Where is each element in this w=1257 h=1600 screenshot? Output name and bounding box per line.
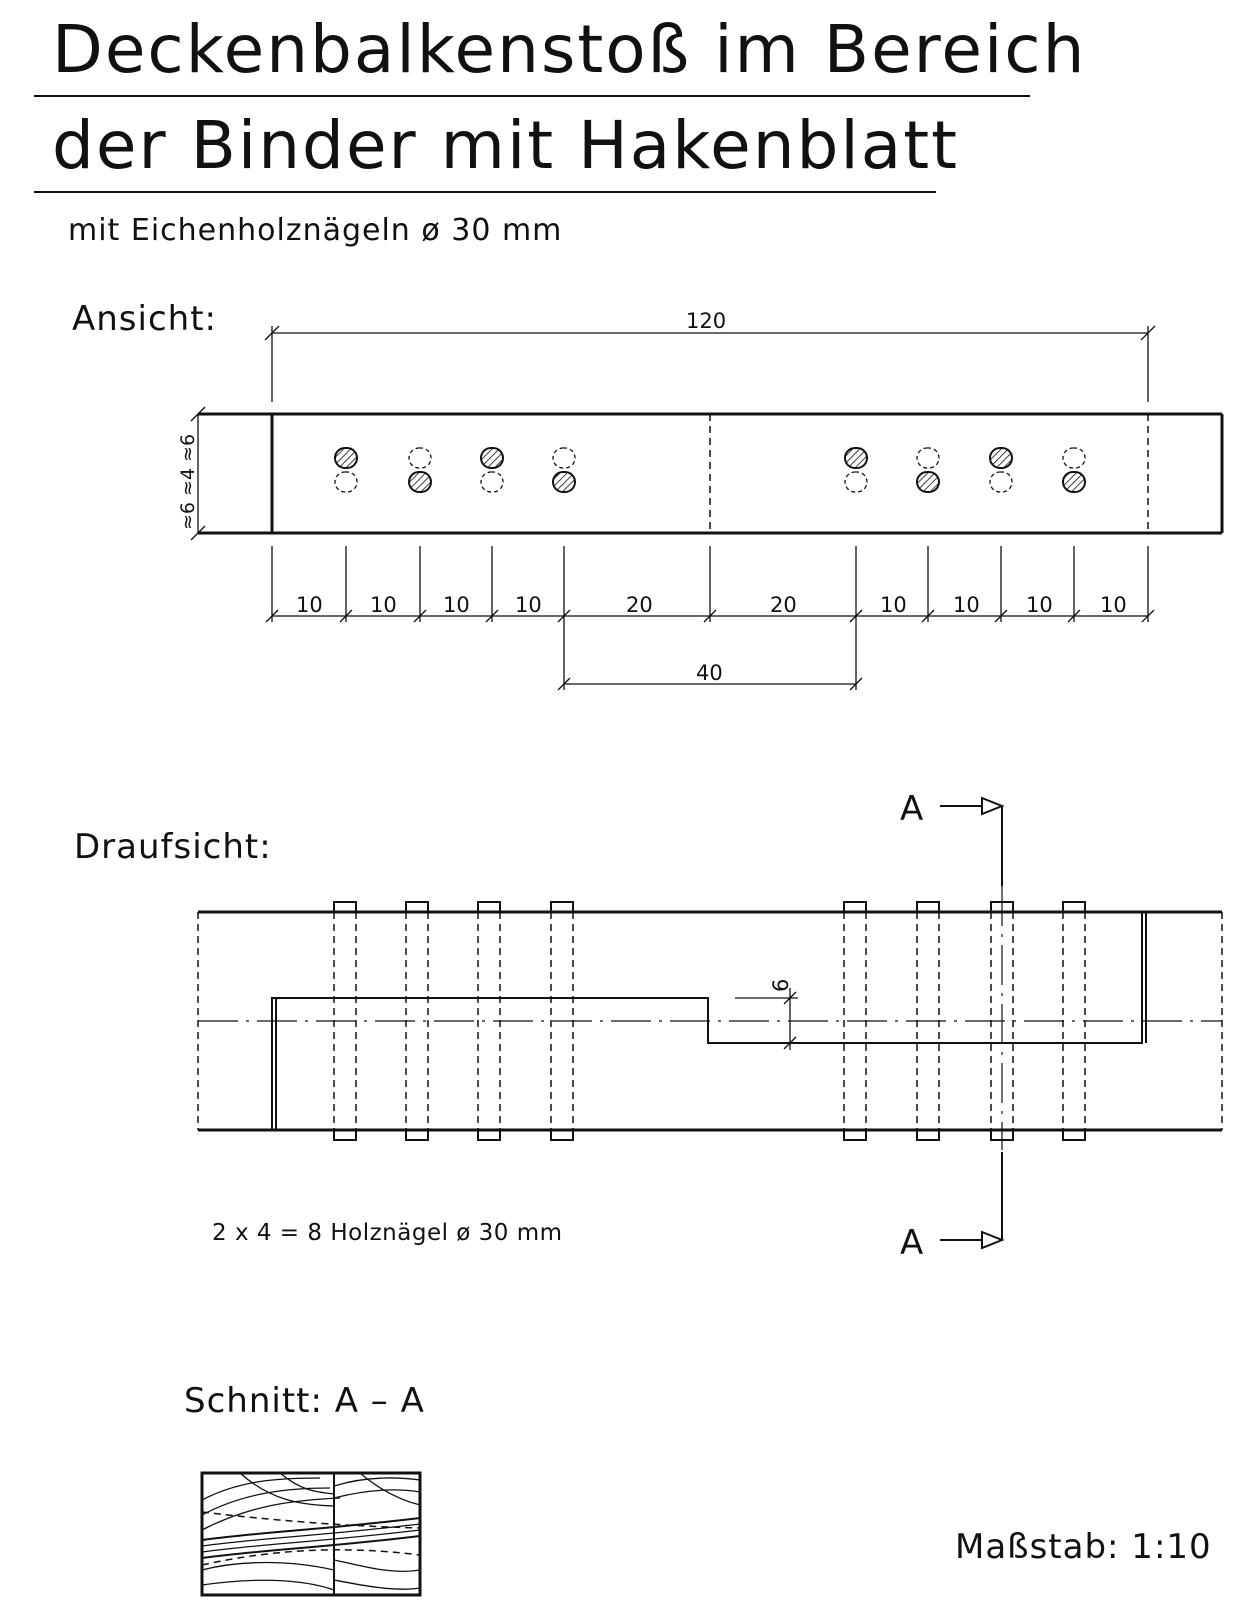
title-line-2: der Binder mit Hakenblatt [52, 107, 959, 184]
view-label-ansicht: Ansicht: [72, 299, 217, 339]
dim-segment-label: 10 [370, 593, 397, 617]
nail-hole [917, 472, 939, 492]
dim-segment-label: 10 [296, 593, 323, 617]
section-a-a-drawing [202, 1473, 420, 1595]
dim-segment-label: 20 [626, 593, 653, 617]
nail-hole [335, 448, 357, 468]
nail-hole [481, 448, 503, 468]
view-label-draufsicht: Draufsicht: [74, 827, 272, 867]
view-label-schnitt: Schnitt: A – A [184, 1381, 425, 1421]
nail-hole [845, 448, 867, 468]
ansicht-view [177, 309, 1222, 690]
dim-center-label: 40 [696, 661, 723, 685]
dim-segment-label: 10 [443, 593, 470, 617]
svg-text:A: A [900, 789, 925, 829]
dim-segment-label: 10 [515, 593, 542, 617]
dim-segment-label: 10 [953, 593, 980, 617]
section-marker-bottom [900, 1152, 1002, 1263]
dim-offset-label: 6 [769, 978, 793, 992]
dim-height-label: ≈6 ≈4 ≈6 [177, 433, 199, 530]
nail-row-left [335, 448, 575, 492]
nail-hole [553, 472, 575, 492]
title-line-1: Deckenbalkenstoß im Bereich [52, 11, 1087, 88]
dim-overall-label: 120 [686, 309, 727, 333]
scale-note: Maßstab: 1:10 [955, 1527, 1212, 1567]
nail-hole [1063, 472, 1085, 492]
dim-segment-label: 10 [1026, 593, 1053, 617]
draufsicht-view [198, 886, 1222, 1150]
dim-segment-label: 20 [770, 593, 797, 617]
nail-hole [990, 448, 1012, 468]
nail-row-right [845, 448, 1085, 492]
subtitle: mit Eichenholznägeln ø 30 mm [68, 213, 563, 248]
nail-hole [409, 472, 431, 492]
nail-note: 2 x 4 = 8 Holznägel ø 30 mm [212, 1220, 563, 1246]
svg-text:A: A [900, 1223, 925, 1263]
section-marker-top [900, 789, 1002, 886]
dim-segment-label: 10 [1100, 593, 1127, 617]
dim-segment-label: 10 [880, 593, 907, 617]
